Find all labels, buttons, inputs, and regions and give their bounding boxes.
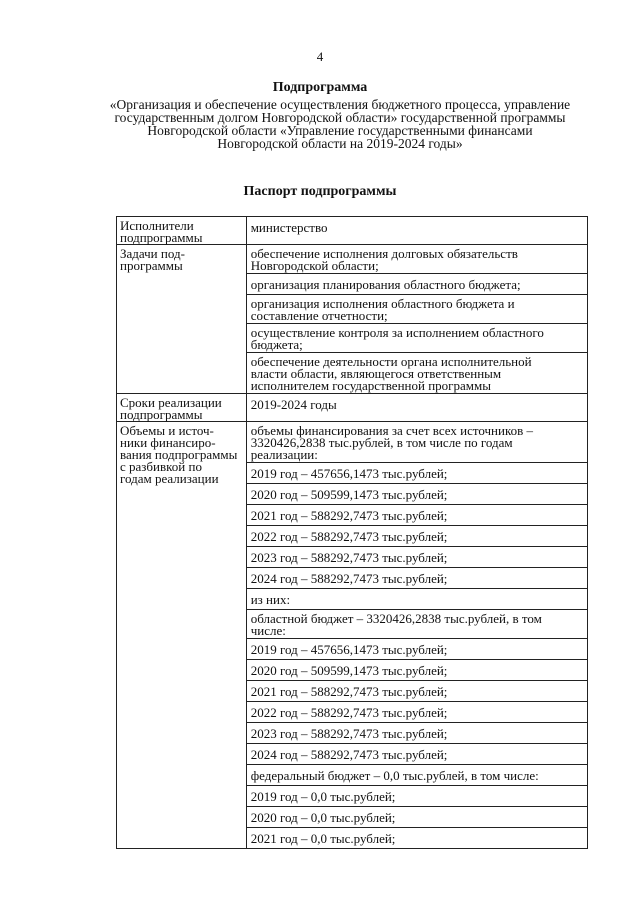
value-item: осуществление контроля за исполнением областного бюджета; [247,324,587,353]
passport-title: Паспорт подпрограммы [243,184,397,199]
value-item: из них: [247,589,587,610]
value-item: 2020 год – 0,0 тыс.рублей; [247,807,587,828]
table-row [117,217,588,245]
value-item: 2021 год – 588292,7473 тыс.рублей; [247,681,587,702]
subprogram-title: Подпрограмма [272,80,368,95]
table-row [117,245,588,394]
row-label: Объемы и источ- ники финансиро- вания подпрограммы с разбивкой по годам реализации [117,422,247,849]
value-item: 2021 год – 0,0 тыс.рублей; [250,831,396,846]
value-item: 2023 год – 588292,7473 тыс.рублей; [247,723,587,744]
value-item: областной бюджет – 3320426,2838 тыс.рублей, в том числе: [247,610,587,639]
passport-table [116,216,588,849]
table-row [117,394,588,422]
value-item: федеральный бюджет – 0,0 тыс.рублей, в том числе: [247,765,587,786]
subtitle-line: государственным долгом Новгородской области» государственной программы [114,110,566,125]
value-item: 2023 год – 588292,7473 тыс.рублей; [247,547,587,568]
row-label: Исполнители подпрограммы [117,217,247,245]
value-item: 2022 год – 588292,7473 тыс.рублей; [247,526,587,547]
row-label: Задачи под- программы [117,245,247,394]
value-item: обеспечение исполнения долговых обязательств Новгородской области; [247,245,587,274]
value-item: 2024 год – 588292,7473 тыс.рублей; [247,568,587,589]
row-value [246,394,587,422]
value-item: министерство [250,220,328,235]
value-item: 2024 год – 588292,7473 тыс.рублей; [247,744,587,765]
subtitle-line: Новгородской области на 2019-2024 годы» [217,136,463,151]
subtitle-line: Новгородской области «Управление государственными финансами [147,123,533,138]
value-item: обеспечение деятельности органа исполнительной власти области, являющегося ответственным исполнителем государственной программы [250,354,532,393]
value-item: 2020 год – 509599,1473 тыс.рублей; [247,660,587,681]
value-item: 2022 год – 588292,7473 тыс.рублей; [247,702,587,723]
value-item: организация планирования областного бюджета; [247,274,587,295]
page-number: 4 [316,49,324,64]
value-item: 2021 год – 588292,7473 тыс.рублей; [247,505,587,526]
row-label: Сроки реализации подпрограммы [117,394,247,422]
subtitle-line: «Организация и обеспечение осуществления бюджетного процесса, управление [109,97,571,112]
value-item: 2019 год – 457656,1473 тыс.рублей; [247,463,587,484]
row-value [246,245,587,394]
value-item: 2019 год – 457656,1473 тыс.рублей; [247,639,587,660]
subprogram-subtitle [90,98,590,150]
row-value [246,217,587,245]
value-item: организация исполнения областного бюджета и составление отчетности; [247,295,587,324]
row-value [246,422,587,849]
table-row [117,422,588,849]
value-item: объемы финансирования за счет всех источников – 3320426,2838 тыс.рублей, в том числе по годам реализации: [247,422,587,463]
value-item: 2019 год – 0,0 тыс.рублей; [247,786,587,807]
value-item: 2019-2024 годы [250,397,337,412]
value-item: 2020 год – 509599,1473 тыс.рублей; [247,484,587,505]
